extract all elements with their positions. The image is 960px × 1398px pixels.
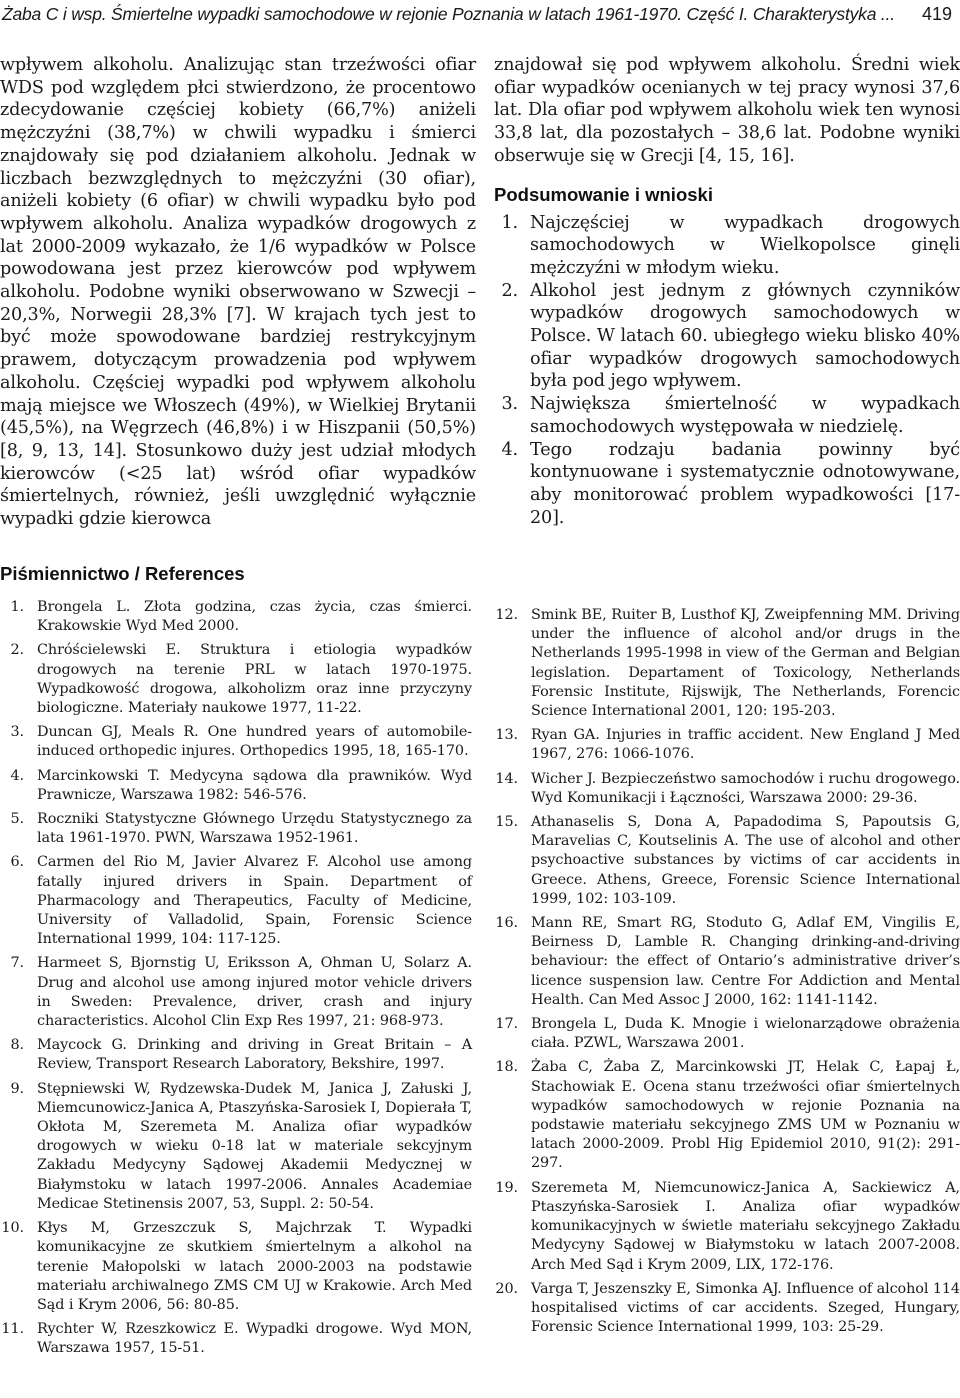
reference-item <box>0 598 472 636</box>
reference-number: 2. <box>10 642 24 659</box>
reference-item <box>0 1219 472 1315</box>
page-header <box>0 0 960 36</box>
item-number: 2. <box>501 280 518 301</box>
references-list <box>0 598 472 1359</box>
running-head: Żaba C i wsp. Śmiertelne wypadki samochodowe w rejonie Poznania w latach 1961-1970. Część I. Charakterystyka ... <box>2 4 895 24</box>
reference-text: Athanaselis S, Dona A, Papadodima S, Papoutsis G, Maravelias C, Koutselinis A. The use of alcohol and other psychoactive substances by victims of car accidents in Greece. Athens, Greece, Forensic Science International 1999, 102: 103-109. <box>531 814 960 907</box>
references-left-column <box>0 598 472 1364</box>
reference-text: Rychter W, Rzeszkowicz E. Wypadki drogowe. Wyd MON, Warszawa 1957, 15-51. <box>37 1321 472 1357</box>
reference-text: Żaba C, Żaba Z, Marcinkowski JT, Helak C, Łapaj Ł, Stachowiak E. Ocena stanu trzeźwości ofiar śmiertelnych wypadków samochodowych w rejonie Poznania na podstawie materiału sekcyjnego ZMS UM w Poznaniu w latach 2000-2009. Probl Hig Epidemiol 2010, 91(2): 291-297. <box>531 1059 960 1172</box>
reference-text: Harmeet S, Bjornstig U, Eriksson A, Ohman U, Solarz A. Drug and alcohol use among injured motor vehicle drivers in Sweden: Prevalence, driver, crash and injury characteristics. Alcohol Clin Exp Res 1997, 21: 968-973. <box>37 955 472 1030</box>
item-text: Najczęściej w wypadkach drogowych samochodowych w Wielkopolsce ginęli mężczyźni w młodym wieku. <box>530 212 960 278</box>
reference-number: 5. <box>10 811 24 828</box>
reference-item <box>494 1058 960 1173</box>
reference-text: Ryan GA. Injuries in traffic accident. New England J Med 1967, 276: 1066-1076. <box>531 727 960 763</box>
reference-number: 11. <box>1 1321 24 1338</box>
reference-number: 12. <box>495 607 518 623</box>
reference-item <box>0 767 472 805</box>
reference-number: 8. <box>10 1037 24 1054</box>
reference-item <box>0 723 472 761</box>
page-number: 419 <box>921 4 952 24</box>
reference-text: Brongela L. Złota godzina, czas życia, czas śmierci. Krakowskie Wyd Med 2000. <box>37 599 472 635</box>
references-list <box>494 606 960 1337</box>
reference-item <box>494 813 960 909</box>
reference-text: Stępniewski W, Rydzewska-Dudek M, Janica J, Załuski J, Miemcunowicz-Janica A, Ptaszyńska-Sarosiek I, Dopierała T, Okłota M, Szeremeta M. Analiza ofiar wypadków drogowych w wieku 0-18 lat w materiale sekcyjnym Zakładu Medycyny Sądowej Akademii Medycznej w Białymstoku w latach 1997-2006. Annales Academiae Medicae Stetinensis 2007, 53, Suppl. 2: 50-54. <box>37 1080 472 1212</box>
reference-item <box>0 853 472 949</box>
reference-number: 18. <box>495 1059 518 1076</box>
body-paragraph: znajdował się pod wpływem alkoholu. Średni wiek ofiar wypadków ocenianych w tej pracy wynosi 37,6 lat. Dla ofiar pod wpływem alkoholu wiek ten wynosi 33,8 lat, dla pozostałych – 38,6 lat. Podobne wyniki obserwuje się w Grecji [4, 15, 16]. <box>494 55 960 166</box>
reference-number: 14. <box>495 770 518 787</box>
conclusion-item <box>494 393 960 438</box>
reference-item <box>494 914 960 1010</box>
reference-item <box>0 1080 472 1214</box>
reference-number: 16. <box>495 915 518 932</box>
reference-item <box>0 1036 472 1074</box>
reference-number: 20. <box>495 1280 518 1297</box>
reference-item <box>0 1320 472 1358</box>
reference-text: Smink BE, Ruiter B, Lusthof KJ, Zweipfenning MM. Driving under the influence of alcohol and/or drugs in the Netherlands 1995-1998 in view of the German and Belgian legislation. Departament of Toxicology, Netherlands Forensic Institute, Rijswijk, The Netherlands, Forencic Science International 2001, 120: 195-203. <box>531 607 960 720</box>
reference-text: Kłys M, Grzeszczuk S, Majchrzak T. Wypadki komunikacyjne ze skutkiem śmiertelnym a alkohol na terenie Małopolski w latach 2000-2003 na podstawie materiału archiwalnego ZMS CM UJ w Krakowie. Arch Med Sąd i Krym 2006, 56: 80-85. <box>37 1220 472 1313</box>
item-number: 3. <box>501 394 518 415</box>
reference-item <box>494 1015 960 1053</box>
reference-number: 15. <box>495 814 518 831</box>
conclusion-item <box>494 212 960 280</box>
item-number: 1. <box>501 212 518 233</box>
conclusion-item <box>494 280 960 394</box>
section-title: Podsumowanie i wnioski <box>494 183 713 205</box>
reference-text: Mann RE, Smart RG, Stoduto G, Adlaf EM, Vingilis E, Beirness D, Lamble R. Changing drinking-and-driving behaviour: the effect of Ontario’s administrative driver’s licence suspension law. Centre For Addiction and Mental Health. Can Med Assoc J 2000, 162: 1141-1142. <box>531 915 960 1008</box>
reference-number: 17. <box>495 1016 518 1033</box>
reference-text: Roczniki Statystyczne Głównego Urzędu Statystycznego za lata 1961-1970. PWN, Warszawa 1952-1961. <box>37 811 472 847</box>
right-column <box>494 54 960 529</box>
reference-item <box>494 606 960 721</box>
reference-item <box>0 954 472 1031</box>
reference-number: 13. <box>495 727 518 744</box>
reference-number: 1. <box>10 599 24 615</box>
reference-text: Brongela L, Duda K. Mnogie i wielonarządowe obrażenia ciała. PZWL, Warszawa 2001. <box>531 1016 960 1052</box>
reference-number: 9. <box>10 1080 24 1097</box>
reference-number: 7. <box>10 955 24 972</box>
reference-number: 3. <box>10 724 24 741</box>
reference-text: Szeremeta M, Niemcunowicz-Janica A, Sackiewicz A, Ptaszyńska-Sarosiek I. Analiza ofiar wypadków komunikacyjnych w świetle materiału sekcyjnego Zakładu Medycyny Sądowej w Białymstoku w latach 2007-2008. Arch Med Sąd i Krym 2009, LIX, 172-176. <box>531 1179 960 1273</box>
left-column <box>0 54 476 531</box>
reference-text: Marcinkowski T. Medycyna sądowa dla prawników. Wyd Prawnicze, Warszawa 1982: 546-576. <box>37 767 472 803</box>
reference-item <box>494 1179 960 1275</box>
item-number: 4. <box>501 439 518 460</box>
conclusions-list <box>494 212 960 530</box>
item-text: Alkohol jest jednym z głównych czynników wypadków drogowych samochodowych w Polsce. W latach 60. ubiegłego wieku blisko 40% ofiar wypadków drogowych samochodowych była pod jego wpływem. <box>530 280 960 392</box>
reference-item <box>0 810 472 848</box>
reference-number: 10. <box>1 1220 24 1237</box>
reference-item <box>494 770 960 808</box>
body-paragraph: wpływem alkoholu. Analizując stan trzeźwości ofiar WDS pod względem płci stwierdzono, że procentowo zdecydowanie częściej kobiety (66,7%) aniżeli mężczyźni (38,7%) w chwili wypadku i śmierci znajdowały się pod działaniem alkoholu. Jednak w liczbach bezwzględnych to mężczyźni (30 ofiar), aniżeli kobiety (6 ofiar) w chwili wypadku było pod wpływem alkoholu. Analiza wypadków drogowych z lat 2000-2009 wykazało, że 1/6 wypadków w Polsce powodowana jest przez kierowców pod wpływem alkoholu. Podobne wyniki obserwowano w Szwecji – 20,3%, Norwegii 28,3% [7]. W krajach tych jest to być może spowodowane bardziej restrykcyjnym prawem, dotyczącym prowadzenia pod wpływem alkoholu. Częściej wypadki pod wpływem alkoholu mają miejsce we Włoszech (49%), w Wielkiej Brytanii (45,5%), na Węgrzech (46,8%) i w Hiszpanii (50,5%) [8, 9, 13, 14]. Stosunkowo duży jest udział młodych kierowców (<25 lat) wśród ofiar wypadków śmiertelnych, również, jeśli uwzględnić wyłącznie wypadki gdzie kierowca <box>0 55 476 530</box>
reference-text: Maycock G. Drinking and driving in Great Britain – A Review, Transport Research Laboratory, Bekshire, 1997. <box>37 1037 472 1073</box>
reference-item <box>494 1280 960 1338</box>
reference-number: 6. <box>10 854 24 871</box>
reference-number: 4. <box>10 767 24 784</box>
references-right-column <box>494 606 960 1342</box>
item-text: Największa śmiertelność w wypadkach samochodowych występowała w niedzielę. <box>530 394 960 437</box>
reference-text: Varga T, Jeszenszky E, Simonka AJ. Influence of alcohol 114 hospitalised victims of car accidents. Szeged, Hungary, Forensic Science International 1999, 103: 25-29. <box>531 1280 960 1336</box>
reference-text: Chróścielewski E. Struktura i etiologia wypadków drogowych na terenie PRL w latach 1970-1975. Wypadkowość drogowa, alkoholizm oraz inne przyczyny biologiczne. Materiały naukowe 1977, 11-22. <box>37 642 472 717</box>
reference-item <box>494 726 960 764</box>
reference-item <box>0 641 472 718</box>
reference-number: 19. <box>495 1179 518 1196</box>
reference-text: Wicher J. Bezpieczeństwo samochodów i ruchu drogowego. Wyd Komunikacji i Łączności, Warszawa 2000: 29-36. <box>531 770 960 806</box>
reference-text: Carmen del Rio M, Javier Alvarez F. Alcohol use among fatally injured drivers in Spain. Department of Pharmacology and Therapeutics, Faculty of Medicine, University of Valladolid, Spain, Forensic Science International 1999, 104: 117-125. <box>37 854 472 948</box>
item-text: Tego rodzaju badania powinny być kontynuowane i systematycznie odnotowywane, aby monitorować problem wypadkowości [17-20]. <box>530 439 960 528</box>
references-title: Piśmiennictwo / References <box>0 563 245 584</box>
conclusion-item <box>494 439 960 530</box>
reference-text: Duncan GJ, Meals R. One hundred years of automobile-induced orthopedic injures. Orthopedics 1995, 18, 165-170. <box>37 724 472 760</box>
